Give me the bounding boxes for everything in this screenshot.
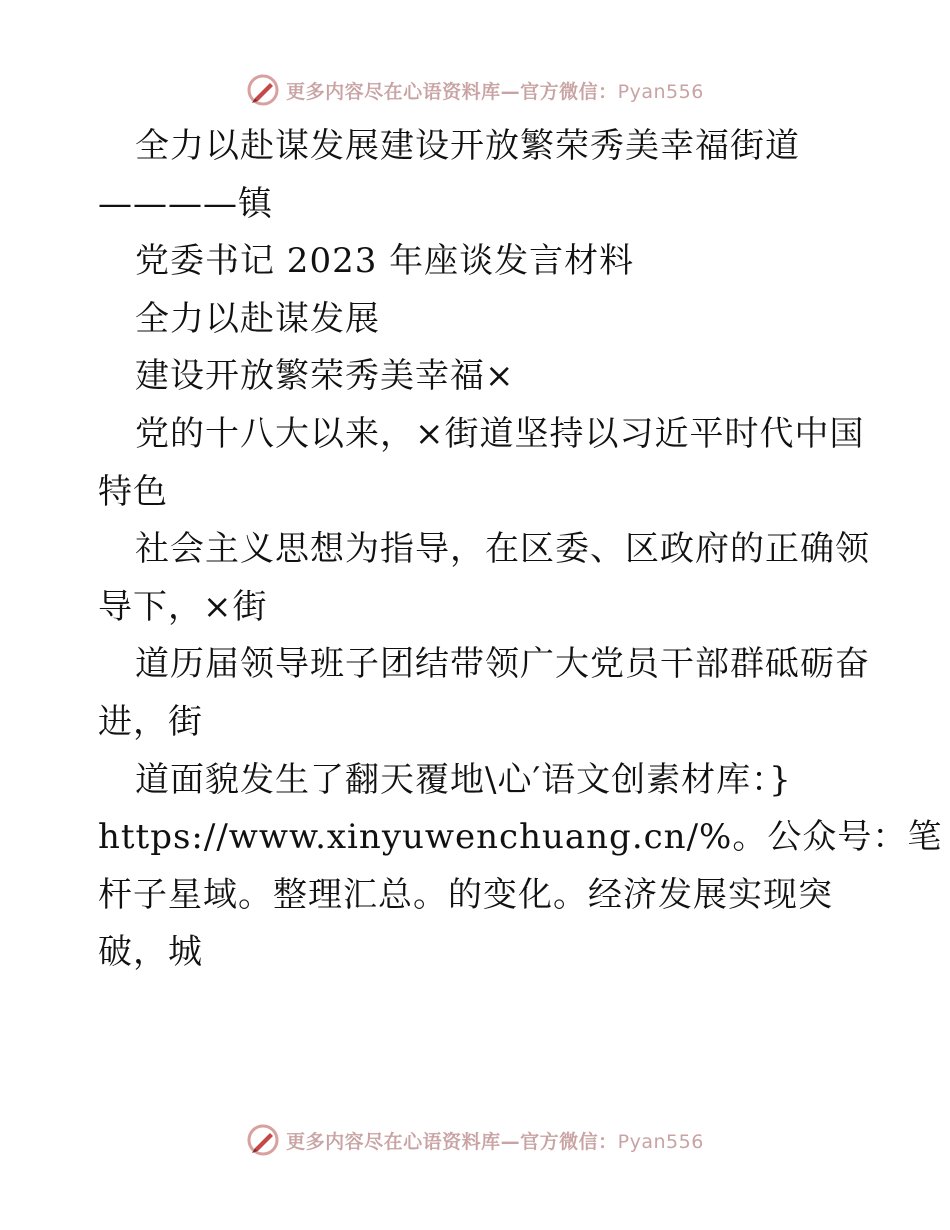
paragraph-line: https://www.xinyuwenchuang.cn/%。公众号：笔 bbox=[98, 817, 943, 858]
footer-watermark bbox=[0, 1120, 950, 1160]
paragraph-line: 道面貌发生了翻天覆地\心′语文创素材库：} bbox=[135, 759, 792, 800]
paragraph-line: 导下，×街 bbox=[98, 586, 268, 627]
paragraph-line: 特色 bbox=[98, 471, 168, 512]
paragraph-line: 社会主义思想为指导，在区委、区政府的正确领 bbox=[135, 529, 870, 570]
header-watermark bbox=[0, 70, 950, 110]
watermark-label: 更多内容尽在心语资料库—官方微信： bbox=[286, 80, 618, 103]
paragraph-line: 全力以赴谋发展建设开放繁荣秀美幸福街道 bbox=[135, 126, 800, 166]
document-body bbox=[98, 118, 943, 982]
paragraph-line: 进，街 bbox=[98, 701, 203, 742]
pen-logo-icon bbox=[246, 73, 280, 107]
paragraph-line: 全力以赴谋发展 bbox=[135, 298, 380, 339]
paragraph-line: 党的十八大以来，×街道坚持以习近平时代中国 bbox=[135, 413, 865, 454]
paragraph-line: 党委书记 2023 年座谈发言材料 bbox=[135, 241, 635, 282]
watermark-group bbox=[246, 73, 704, 107]
watermark-group bbox=[246, 1123, 704, 1157]
paragraph-line: 建设开放繁荣秀美幸福× bbox=[135, 356, 515, 397]
watermark-text bbox=[286, 77, 704, 104]
paragraph-line: 道历届领导班子团结带领广大党员干部群砥砺奋 bbox=[135, 644, 870, 685]
watermark-label: 更多内容尽在心语资料库—官方微信： bbox=[286, 1130, 618, 1153]
paragraph-line: ————镇 bbox=[98, 183, 273, 224]
watermark-account: Pyan556 bbox=[617, 80, 704, 103]
pen-logo-icon bbox=[246, 1123, 280, 1157]
paragraph-line: 杆子星域。整理汇总。的变化。经济发展实现突 bbox=[98, 874, 833, 915]
watermark-account: Pyan556 bbox=[617, 1130, 704, 1153]
paragraph-line: 破，城 bbox=[98, 932, 203, 973]
watermark-text bbox=[286, 1127, 704, 1154]
